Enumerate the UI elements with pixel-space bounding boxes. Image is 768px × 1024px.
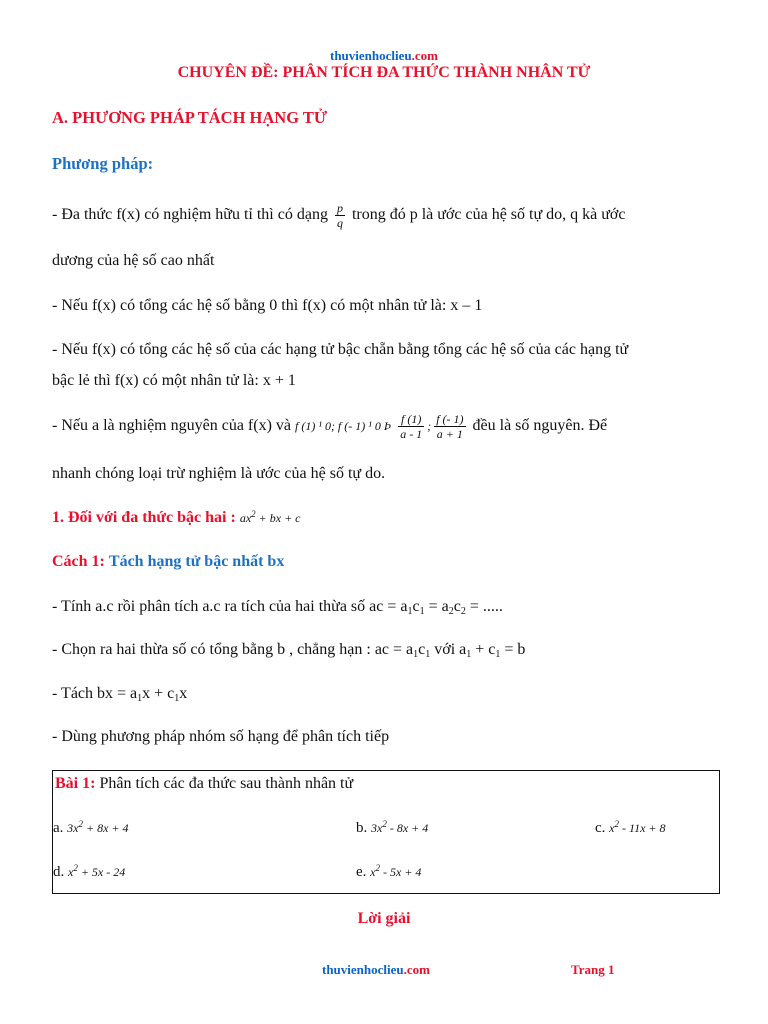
- para3-line1: - Nếu f(x) có tổng các hệ số của các hạng tử bậc chẵn bằng tổng các hệ số của các hạng tử: [52, 341, 629, 358]
- formula-part: ax: [239, 511, 252, 525]
- para1-line2: dương của hệ số cao nhất: [52, 252, 215, 269]
- formula-exponent: 2: [73, 863, 78, 873]
- item-formula: [609, 821, 665, 835]
- formula-part: + 5x - 24: [77, 865, 126, 879]
- exercise-heading: [55, 775, 353, 793]
- fraction-numerator: f (1): [398, 412, 424, 427]
- subscript: 1: [466, 649, 472, 660]
- step-text: x: [179, 685, 188, 702]
- step-text: x + c: [142, 685, 175, 702]
- item-key: d.: [53, 864, 65, 880]
- site-name-domain: .com: [411, 48, 438, 63]
- subscript: 1: [419, 606, 425, 617]
- fraction-numerator: f (- 1): [436, 412, 464, 426]
- exercise-item-e: [356, 863, 421, 881]
- footer-site-name: [322, 962, 430, 978]
- subscript: 2: [448, 606, 454, 617]
- formula-part: x: [370, 865, 376, 879]
- exercise-item-d: [53, 863, 125, 881]
- step-text: c: [418, 641, 426, 658]
- formula-part: x: [68, 865, 74, 879]
- para4-condition-formula: f (1) ¹ 0; f (- 1) ¹ 0 Þ: [295, 419, 392, 434]
- subscript: 1: [174, 693, 180, 704]
- item-formula: [371, 821, 428, 835]
- section-heading-a: A. PHƯƠNG PHÁP TÁCH HẠNG TỬ: [52, 108, 328, 127]
- subscript: 2: [460, 606, 466, 617]
- para4-text-before: - Nếu a là nghiệm nguyên của f(x) và: [52, 417, 292, 435]
- para2: - Nếu f(x) có tổng các hệ số bằng 0 thì f(x) có một nhân tử là: x – 1: [52, 297, 483, 314]
- item-formula: [68, 865, 125, 879]
- quadratic-formula: [240, 511, 301, 525]
- exercise-box: [52, 770, 720, 894]
- item-key: b.: [356, 820, 368, 836]
- subscript: 1: [407, 606, 413, 617]
- fraction-f1-over-a-minus-1: [398, 412, 424, 441]
- step-text: c: [412, 598, 420, 615]
- formula-exponent: 2: [614, 819, 619, 829]
- item-key: a.: [53, 820, 64, 836]
- subscript: 1: [495, 649, 501, 660]
- way1-text: Tách hạng tử bậc nhất bx: [108, 553, 285, 570]
- subscript: 1: [413, 649, 419, 660]
- fraction-p-over-q: [335, 201, 345, 230]
- fraction-denominator: q: [336, 216, 343, 230]
- step-text: - Tính a.c rồi phân tích a.c ra tích của hai thừa số ac = a: [52, 598, 408, 615]
- para4-line1: [52, 412, 607, 441]
- exercise-instruction: Phân tích các đa thức sau thành nhân tử: [95, 775, 354, 792]
- fraction-denominator: a + 1: [436, 427, 463, 441]
- step-text: với a: [430, 641, 467, 658]
- exercise-label: Bài 1:: [55, 775, 96, 792]
- formula-exponent: 2: [382, 819, 387, 829]
- step-text: + c: [471, 641, 496, 658]
- method-heading: Phương pháp:: [52, 154, 154, 173]
- subscript: 1: [137, 693, 143, 704]
- para1-text-before: - Đa thức f(x) có nghiệm hữu tỉ thì có dạng: [52, 206, 328, 224]
- formula-part: 3x: [67, 821, 79, 835]
- subscript: 1: [425, 649, 431, 660]
- solution-heading: Lời giải: [357, 910, 411, 927]
- header-site-name: [0, 48, 768, 64]
- exercise-item-a: [53, 819, 129, 837]
- item-key: e.: [356, 864, 367, 880]
- fraction-fminus1-over-a-plus-1: [434, 412, 465, 441]
- item-formula: [67, 821, 128, 835]
- para1-line1: [52, 201, 625, 230]
- item-key: c.: [595, 820, 606, 836]
- formula-part: - 5x + 4: [380, 865, 422, 879]
- formula-part: - 11x + 8: [619, 821, 666, 835]
- exercise-item-c: [595, 819, 666, 837]
- step-1: [52, 598, 503, 617]
- step-text: c: [453, 598, 461, 615]
- page-number: Trang 1: [571, 962, 615, 977]
- item-formula: [370, 865, 421, 879]
- document-title: CHUYÊN ĐỀ: PHÂN TÍCH ĐA THỨC THÀNH NHÂN TỬ: [177, 64, 591, 81]
- step-text: = a: [424, 598, 449, 615]
- formula-exponent: 2: [78, 819, 83, 829]
- step-text: = b: [500, 641, 526, 658]
- para4-line2: nhanh chóng loại trừ nghiệm là ước của hệ số tự do.: [52, 465, 386, 482]
- para3-line2: bậc lẻ thì f(x) có một nhân tử là: x + 1: [52, 372, 296, 389]
- site-name-main: thuvienhoclieu: [330, 48, 412, 63]
- step-text: - Chọn ra hai thừa số có tổng bằng b , chẳng hạn : ac = a: [52, 641, 414, 658]
- step-3: [52, 685, 187, 704]
- step-text: - Tách bx = a: [52, 685, 138, 702]
- para4-text-after: đều là số nguyên. Để: [472, 417, 608, 435]
- formula-exponent: 2: [251, 509, 256, 519]
- fraction-separator: ;: [427, 419, 432, 434]
- way1-heading: [52, 553, 284, 571]
- formula-exponent: 2: [375, 863, 380, 873]
- step-4: - Dùng phương pháp nhóm số hạng để phân tích tiếp: [52, 728, 390, 745]
- formula-part: + bx + c: [255, 511, 301, 525]
- site-name-main: thuvienhoclieu: [322, 962, 404, 977]
- fraction-denominator: a - 1: [400, 427, 423, 441]
- formula-part: 3x: [371, 821, 383, 835]
- formula-part: x: [609, 821, 615, 835]
- exercise-item-b: [356, 819, 428, 837]
- site-name-domain: .com: [403, 962, 430, 977]
- para1-text-after: trong đó p là ước của hệ số tự do, q kà ước: [351, 206, 626, 224]
- formula-part: + 8x + 4: [83, 821, 129, 835]
- subsection-quadratic-label: 1. Đối với đa thức bậc hai :: [52, 509, 236, 526]
- formula-part: - 8x + 4: [386, 821, 429, 835]
- step-text: = .....: [465, 598, 503, 615]
- fraction-numerator: p: [336, 201, 343, 215]
- way1-label: Cách 1:: [52, 553, 105, 570]
- step-2: [52, 641, 525, 660]
- subsection-quadratic: [52, 509, 301, 527]
